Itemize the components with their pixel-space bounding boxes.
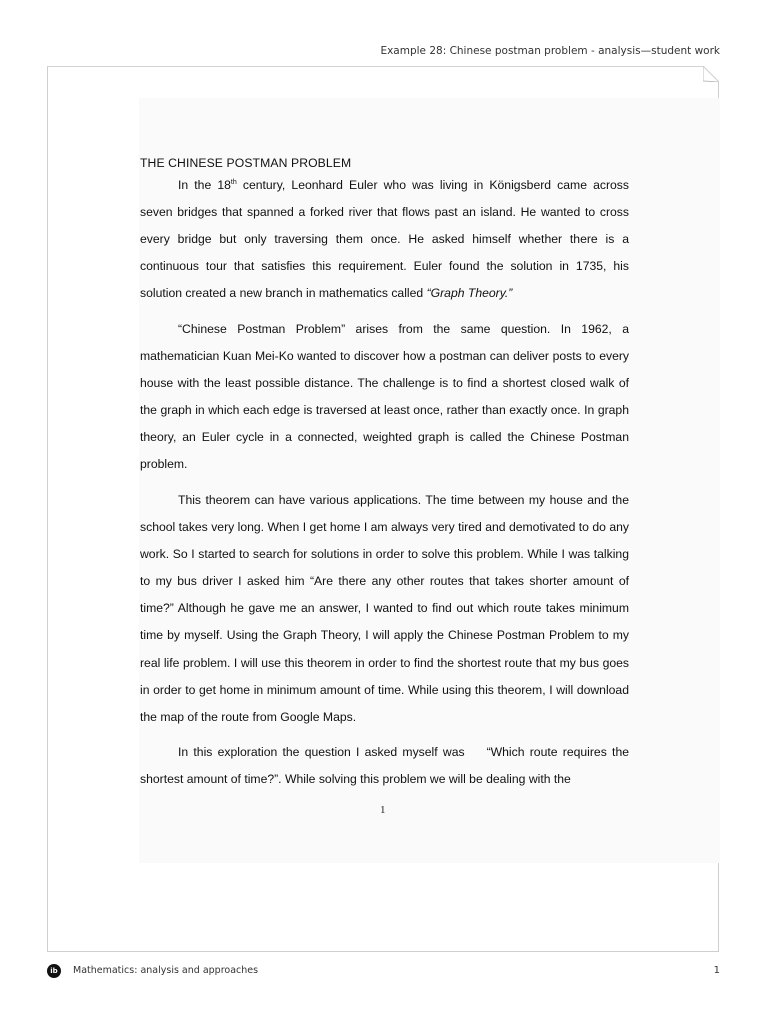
paragraph-3-text: This theorem can have various applications. The time between my house and the school takes very long. When I get home I am always very tired and demotivated to do any work. So I started to search for solutions in order to solve this problem. While I was talking to my bus driver I asked him “Are there any other routes that takes shorter amount of time?” Although he gave me an answer, I wanted to find out which route takes minimum time by myself. Using the Graph Theory, I will apply the Chinese Postman Problem to my real life problem. I will use this theorem in order to find the shortest route that my bus goes in order to get home in minimum amount of time. While using this theorem, I will download the map of the route from Google Maps. bbox=[140, 493, 629, 724]
paragraph-2 bbox=[140, 316, 629, 479]
paragraph-1 bbox=[140, 172, 629, 307]
paragraph-3 bbox=[140, 487, 629, 731]
scanned-page-number: 1 bbox=[380, 804, 386, 816]
paragraph-1-text-a: In the 18 bbox=[178, 178, 231, 192]
paragraph-4 bbox=[140, 739, 629, 793]
document-title: THE CHINESE POSTMAN PROBLEM bbox=[140, 156, 352, 170]
page-corner-fold-icon bbox=[703, 66, 719, 82]
superscript-th: th bbox=[230, 178, 237, 186]
footer-subject-title: Mathematics: analysis and approaches bbox=[73, 965, 259, 976]
paragraph-4-text-b: “Which route requires the shortest amount of time?”. While solving this problem we will be dealing with the bbox=[140, 745, 629, 787]
footer-page-number: 1 bbox=[713, 965, 720, 976]
graph-theory-italic: “Graph Theory.” bbox=[426, 286, 513, 301]
page-header-title: Example 28: Chinese postman problem - analysis—student work bbox=[380, 45, 720, 57]
paragraph-1-text-b: century, Leonhard Euler who was living in Königsberd came across seven bridges that spanned a forked river that flows past an island. He wanted to cross every bridge but only traversing them once. He asked himself whether there is a continuous tour that satisfies this requirement. Euler found the solution in 1735, his solution created a new branch in mathematics called bbox=[140, 178, 629, 301]
ib-logo-icon: ib bbox=[47, 964, 61, 978]
paragraph-4-text-a: In this exploration the question I asked myself was bbox=[178, 745, 465, 759]
paragraph-2-text: “Chinese Postman Problem” arises from the same question. In 1962, a mathematician Kuan Mei-Ko wanted to discover how a postman can deliver posts to every house with the least possible distance. The challenge is to find a shortest closed walk of the graph in which each edge is traversed at least once, rather than exactly once. In graph theory, an Euler cycle in a connected, weighted graph is called the Chinese Postman problem. bbox=[140, 322, 629, 472]
